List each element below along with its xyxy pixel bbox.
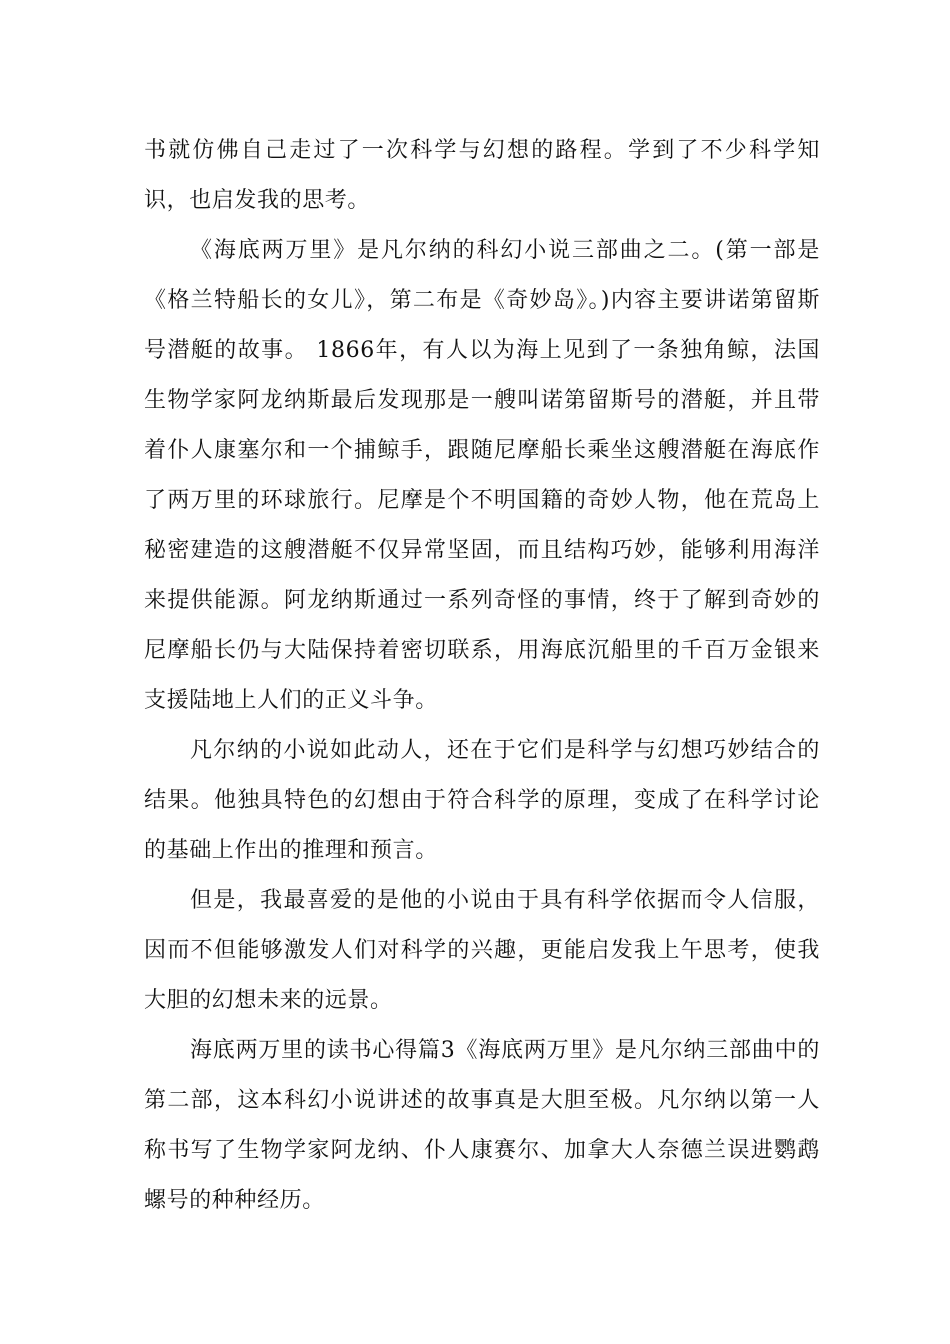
paragraph-3: 凡尔纳的小说如此动人，还在于它们是科学与幻想巧妙结合的结果。他独具特色的幻想由于符合科学的原理，变成了在科学讨论的基础上作出的推理和预言。 (144, 738, 820, 863)
paragraph-4: 但是，我最喜爱的是他的小说由于具有科学依据而令人信服，因而不但能够激发人们对科学的兴趣，更能启发我上午思考，使我大胆的幻想未来的远景。 (144, 888, 820, 1013)
paragraph-2: 《海底两万里》是凡尔纳的科幻小说三部曲之二。(第一部是《格兰特船长的女儿》，第二布是《奇妙岛》。)内容主要讲诺第留斯号潜艇的故事。 1866年，有人以为海上见到了一条独角鲸，法国生物学家阿龙纳斯最后发现那是一艘叫诺第留斯号的潜艇，并且带着仆人康塞尔和一个捕鲸手，跟随尼摩船长乘坐这艘潜艇在海底作了两万里的环球旅行。尼摩是个不明国籍的奇妙人物，他在荒岛上秘密建造的这艘潜艇不仅异常坚固，而且结构巧妙，能够利用海洋来提供能源。阿龙纳斯通过一系列奇怪的事情，终于了解到奇妙的尼摩船长仍与大陆保持着密切联系，用海底沉船里的千百万金银来支援陆地上人们的正义斗争。 (144, 238, 820, 713)
paragraph-1: 书就仿佛自己走过了一次科学与幻想的路程。学到了不少科学知识，也启发我的思考。 (144, 138, 820, 213)
document-body (144, 126, 820, 1226)
paragraph-5: 海底两万里的读书心得篇3《海底两万里》是凡尔纳三部曲中的第二部，这本科幻小说讲述的故事真是大胆至极。凡尔纳以第一人称书写了生物学家阿龙纳、仆人康赛尔、加拿大人奈德兰误进鹦鹉螺号的种种经历。 (144, 1038, 820, 1213)
